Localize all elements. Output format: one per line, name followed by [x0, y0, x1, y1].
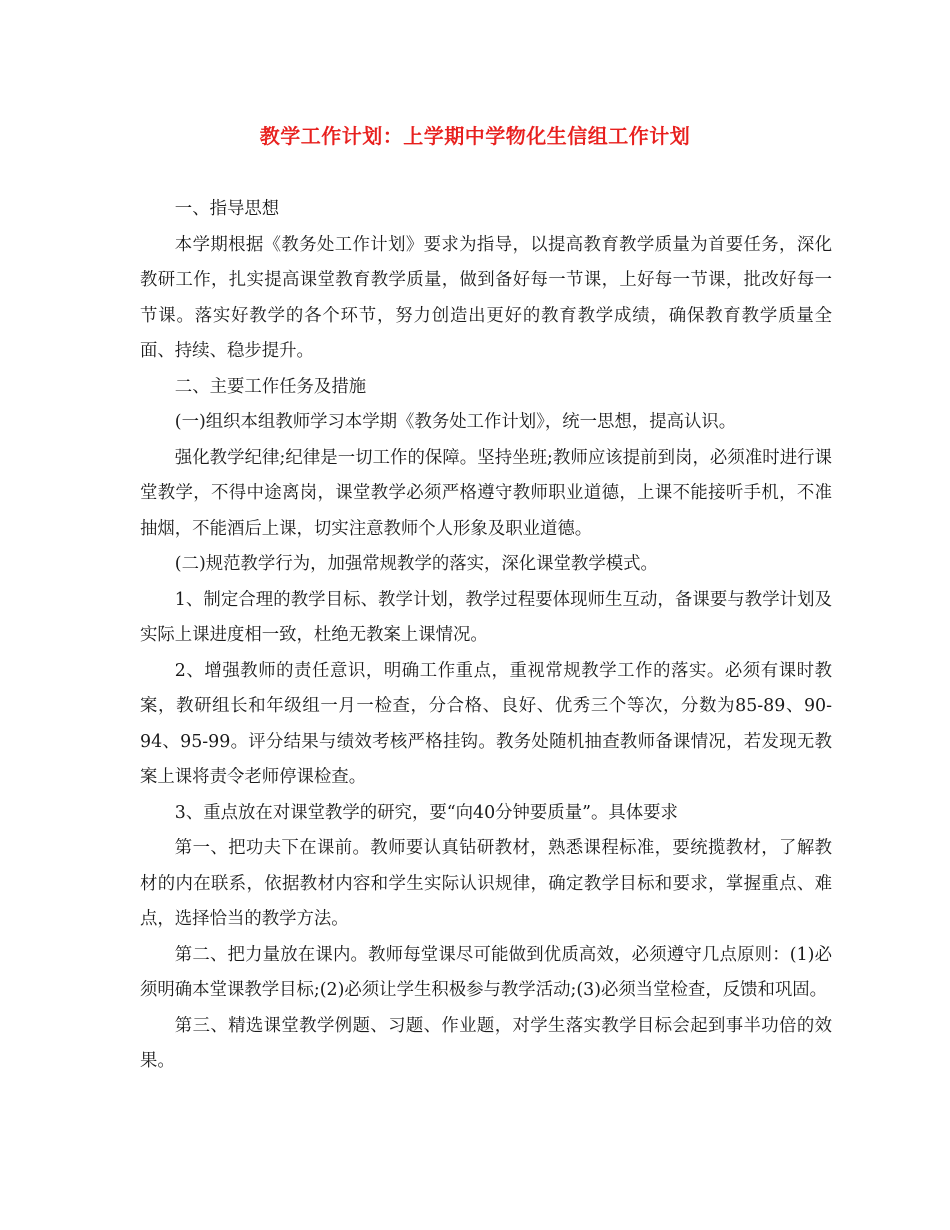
- paragraph-point-1: 1、制定合理的教学目标、教学计划，教学过程要体现师生互动，备课要与教学计划及实际上课进度相一致，杜绝无教案上课情况。: [140, 589, 832, 645]
- paragraph-first: 第一、把功夫下在课前。教师要认真钻研教材，熟悉课程标准，要统揽教材，了解教材的内在联系，依据教材内容和学生实际认识规律，确定教学目标和要求，掌握重点、难点，选择恰当的教学方法。: [140, 838, 832, 929]
- paragraph-point-2: 2、增强教师的责任意识，明确工作重点，重视常规教学工作的落实。必须有课时教案，教研组长和年级组一月一检查，分合格、良好、优秀三个等次，分数为85-89、90-94、95-99。评分结果与绩效考核严格挂钩。教务处随机抽查教师备课情况，若发现无教案上课将责令老师停课检查。: [140, 660, 832, 787]
- paragraph-point-3: 3、重点放在对课堂教学的研究，要“向40分钟要质量”。具体要求: [174, 802, 678, 823]
- paragraph-guiding-ideology: 本学期根据《教务处工作计划》要求为指导，以提高教育教学质量为首要任务，深化教研工作，扎实提高课堂教育教学质量，做到备好每一节课，上好每一节课，批改好每一节课。落实好教学的各个环节，努力创造出更好的教育教学成绩，确保教育教学质量全面、持续、稳步提升。: [140, 234, 832, 361]
- paragraph-second: 第二、把力量放在课内。教师每堂课尽可能做到优质高效，必须遵守几点原则：(1)必须明确本堂课教学目标;(2)必须让学生积极参与教学活动;(3)必须当堂检查，反馈和巩固。: [140, 944, 832, 1000]
- paragraph-third: 第三、精选课堂教学例题、习题、作业题，对学生落实教学目标会起到事半功倍的效果。: [140, 1015, 832, 1071]
- document-title: 教学工作计划：上学期中学物化生信组工作计划: [259, 124, 691, 148]
- paragraph-item-2: (二)规范教学行为，加强常规教学的落实，深化课堂教学模式。: [174, 554, 658, 574]
- paragraph-item-1: (一)组织本组教师学习本学期《教务处工作计划》，统一思想，提高认识。: [174, 412, 737, 432]
- paragraph-discipline: 强化教学纪律;纪律是一切工作的保障。坚持坐班;教师应该提前到岗，必须准时进行课堂教学，不得中途离岗，课堂教学必须严格遵守教师职业道德，上课不能接听手机，不准抽烟，不能酒后上课，切实注意教师个人形象及职业道德。: [140, 447, 832, 539]
- section-heading-main-tasks: 二、主要工作任务及措施: [174, 376, 367, 397]
- document-body: [140, 192, 832, 1080]
- section-heading-guiding-ideology: 一、指导思想: [174, 199, 280, 219]
